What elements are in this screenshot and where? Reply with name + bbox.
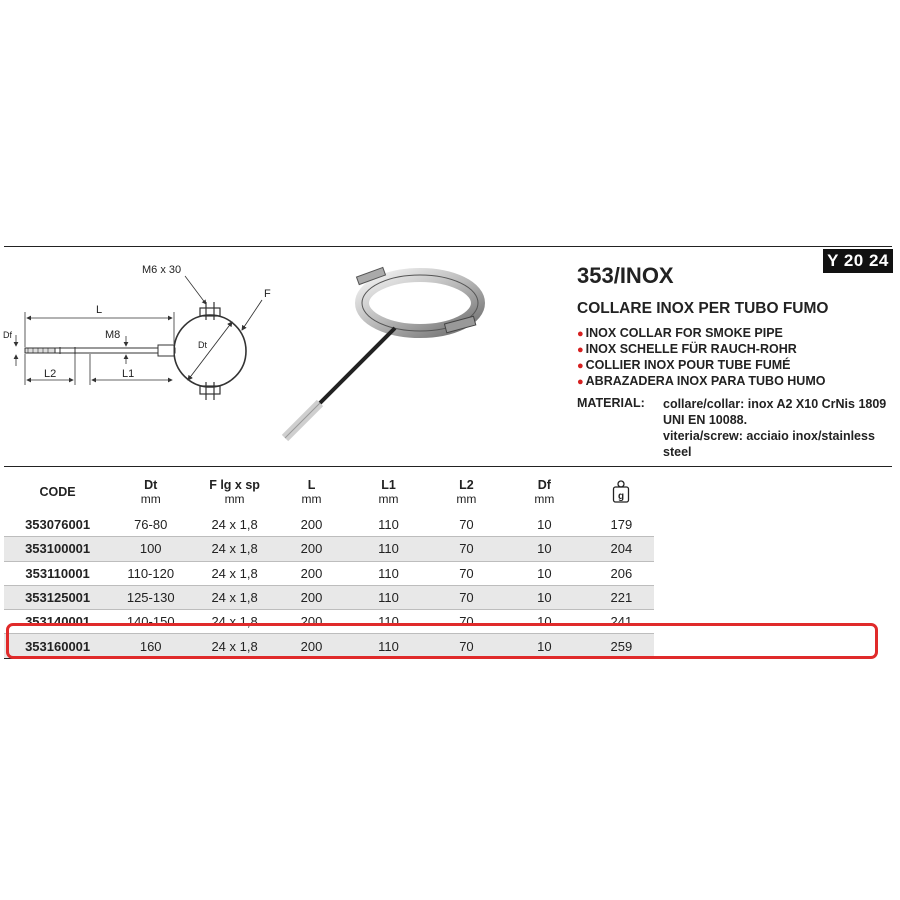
table-cell: 10 (500, 513, 589, 537)
table-cell: 110 (344, 610, 433, 634)
product-code-title: 353/INOX (577, 263, 674, 288)
table-cell: 70 (433, 537, 500, 561)
cell-code: 353160001 (4, 634, 111, 658)
col-header-dt: Dt mm (140, 478, 161, 506)
weight-icon (612, 479, 630, 503)
table-cell: 200 (279, 634, 344, 658)
table-row (4, 537, 654, 561)
table-cell: 200 (279, 561, 344, 585)
translation-list (577, 325, 825, 389)
table-cell: 110 (344, 537, 433, 561)
table-cell: 200 (279, 537, 344, 561)
table-cell: 10 (500, 561, 589, 585)
table-cell: 200 (279, 585, 344, 609)
table-cell: 24 x 1,8 (190, 537, 279, 561)
table-cell: 70 (433, 610, 500, 634)
bullet-icon: ● (577, 344, 584, 356)
product-name: COLLARE INOX PER TUBO FUMO (577, 300, 829, 317)
screw-label: M6 x 30 (142, 264, 182, 276)
translation-item: ● INOX SCHELLE FÜR RAUCH-ROHR (577, 342, 797, 356)
col-header-f: F lg x sp mm (209, 478, 260, 506)
col-header-l: L mm (301, 478, 322, 506)
table-cell: 70 (433, 513, 500, 537)
col-header-code: CODE (39, 485, 76, 499)
technical-drawing (0, 250, 290, 420)
dim-m8-label: M8 (105, 329, 121, 341)
cell-code: 353110001 (4, 561, 111, 585)
table-cell: 110 (344, 513, 433, 537)
table-cell: 110-120 (111, 561, 190, 585)
cell-code: 353100001 (4, 537, 111, 561)
material-text: collare/collar: inox A2 X10 CrNis 1809 UNI EN 10088. viteria/screw: acciaio inox/stainless steel (663, 397, 887, 459)
col-header-l1: L1 mm (378, 478, 399, 506)
table-cell: 10 (500, 610, 589, 634)
col-header-df: Df mm (534, 478, 555, 506)
table-cell: 24 x 1,8 (190, 634, 279, 658)
table-cell: 140-150 (111, 610, 190, 634)
translation-item: ● INOX COLLAR FOR SMOKE PIPE (577, 326, 783, 340)
table-cell: 125-130 (111, 585, 190, 609)
col-header-weight (589, 471, 654, 513)
table-cell: 24 x 1,8 (190, 513, 279, 537)
table-cell: 200 (279, 513, 344, 537)
cell-code: 353125001 (4, 585, 111, 609)
table-cell: 100 (111, 537, 190, 561)
table-cell: 179 (589, 513, 654, 537)
dim-f-label: F (264, 288, 271, 300)
col-header-l2: L2 mm (456, 478, 477, 506)
table-cell: 24 x 1,8 (190, 561, 279, 585)
top-divider (4, 246, 892, 247)
bullet-icon: ● (577, 328, 584, 340)
table-cell: 70 (433, 585, 500, 609)
table-cell: 70 (433, 634, 500, 658)
table-cell: 10 (500, 537, 589, 561)
table-cell: 70 (433, 561, 500, 585)
table-row (4, 513, 654, 537)
bullet-icon: ● (577, 376, 584, 388)
cell-code: 353140001 (4, 610, 111, 634)
table-cell: 110 (344, 561, 433, 585)
table-cell: 76-80 (111, 513, 190, 537)
dim-l-label: L (96, 304, 103, 316)
translation-item: ● COLLIER INOX POUR TUBE FUMÉ (577, 358, 791, 372)
table-cell: 24 x 1,8 (190, 585, 279, 609)
table-cell: 206 (589, 561, 654, 585)
highlighted-row-outline (6, 623, 878, 659)
bullet-icon: ● (577, 360, 584, 372)
table-cell: 204 (589, 537, 654, 561)
table-cell: 110 (344, 585, 433, 609)
material-label: MATERIAL: (577, 396, 645, 410)
cell-code: 353076001 (4, 513, 111, 537)
table-cell: 221 (589, 585, 654, 609)
table-row (4, 561, 654, 585)
table-cell: 241 (589, 610, 654, 634)
table-cell: 10 (500, 585, 589, 609)
table-cell: 110 (344, 634, 433, 658)
dim-df-label: Df (3, 330, 12, 340)
table-cell: 200 (279, 610, 344, 634)
dim-l1-label: L1 (122, 368, 135, 380)
dim-dt-label: Dt (198, 340, 207, 350)
year-badge: Y 20 24 (823, 249, 893, 273)
table-header-row (4, 471, 654, 513)
product-photo (265, 258, 525, 443)
table-cell: 259 (589, 634, 654, 658)
section-divider (4, 466, 892, 467)
translation-item: ● ABRAZADERA INOX PARA TUBO HUMO (577, 374, 826, 388)
table-cell: 10 (500, 634, 589, 658)
table-row (4, 585, 654, 609)
dim-l2-label: L2 (44, 368, 57, 380)
svg-text:g: g (618, 490, 625, 502)
table-cell: 160 (111, 634, 190, 658)
table-cell: 24 x 1,8 (190, 610, 279, 634)
